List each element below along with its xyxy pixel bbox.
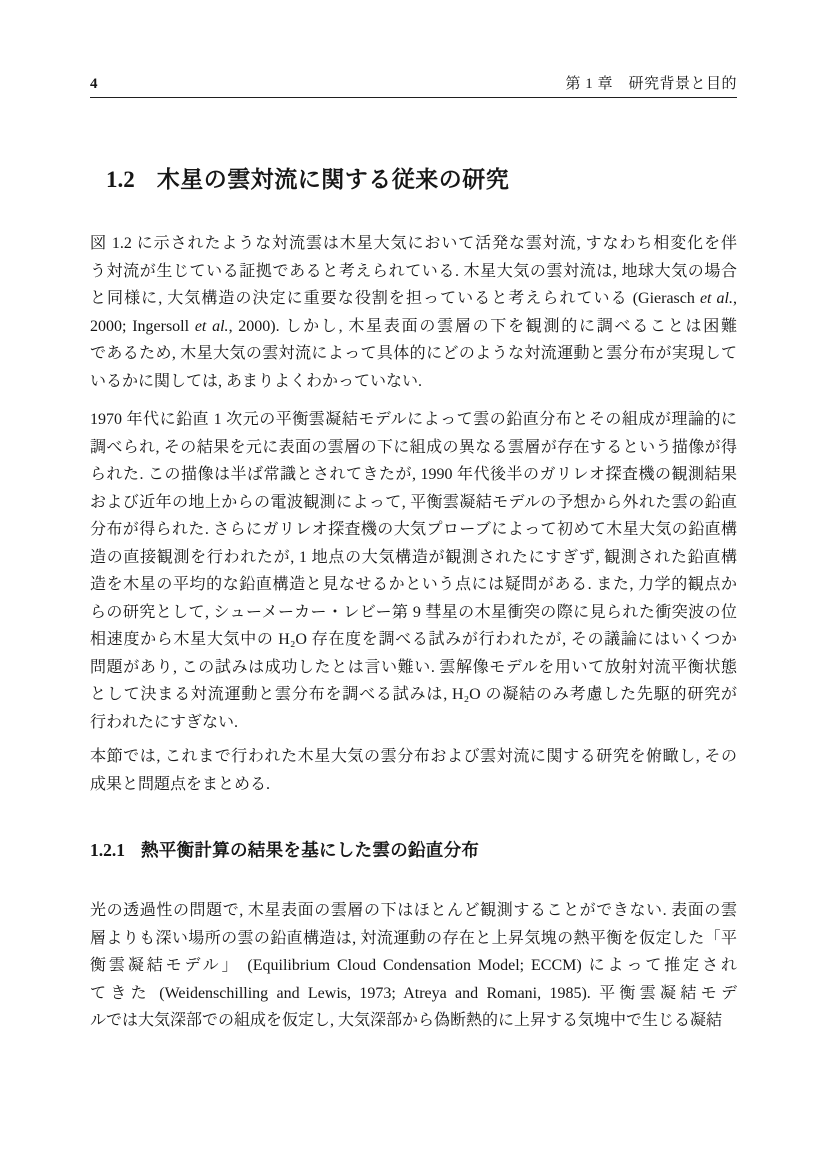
text-line: いるかに関しては, あまりよくわかっていない. <box>90 372 423 390</box>
page-header <box>90 76 737 98</box>
text-line: 行われたにすぎない. <box>90 713 239 731</box>
text-line: られた. この描像は半ば常識とされてきたが, 1990 年代後半のガリレオ探査機の観測結果 <box>90 466 737 483</box>
subsection-number: 1.2.1 <box>90 840 125 860</box>
section-heading <box>90 163 737 196</box>
section-number: 1.2 <box>106 167 135 192</box>
page-number: 4 <box>90 76 98 92</box>
text-line: であるため, 木星大気の雲対流によって具体的にどのような対流運動と雲分布が実現して <box>90 345 737 362</box>
text-line: 図 1.2 に示されたような対流雲は木星大気において活発な雲対流, すなわち相変化を伴 <box>90 235 737 252</box>
paragraph <box>90 230 737 395</box>
text-line: 光の透過性の問題で, 木星表面の雲層の下はほとんど観測することができない. 表面の雲 <box>90 902 737 919</box>
subsection-heading <box>90 838 737 862</box>
paragraph <box>90 897 737 1035</box>
running-header-title: 第 1 章 研究背景と目的 <box>565 76 737 92</box>
paragraph <box>90 743 737 798</box>
text-line: 問題があり, この試みは成功したとは言い難い. 雲解像モデルを用いて放射対流平衡状態 <box>90 658 737 676</box>
text-line: 調べられ, その結果を元に表面の雲層の下に組成の異なる雲層が存在するという描像が得 <box>90 438 737 456</box>
text-line: 1970 年代に鉛直 1 次元の平衡雲凝結モデルによって雲の鉛直分布とその組成が理論的に <box>90 411 737 428</box>
paragraph <box>90 406 737 736</box>
text-line: 分布が得られた. さらにガリレオ探査機の大気プローブによって初めて木星大気の鉛直構 <box>90 521 737 538</box>
subsection-title: 熱平衡計算の結果を基にした雲の鉛直分布 <box>141 840 480 860</box>
text-line: 造の直接観測を行われたが, 1 地点の大気構造が観測されたにすぎず, 観測された鉛直構 <box>90 548 737 566</box>
text-line: 相速度から木星大気中の H₂O 存在度を調べる試みが行われたが, その議論にはいくつか <box>90 631 737 648</box>
text-line: として決まる対流運動と雲分布を調べる試みは, H₂O の凝結のみ考慮した先駆的研究が <box>90 686 737 703</box>
text-line: と同様に, 大気構造の決定に重要な役割を担っていると考えられている (Gierasch et al., <box>90 290 737 307</box>
section-title: 木星の雲対流に関する従来の研究 <box>156 166 510 192</box>
text-line: 本節では, これまで行われた木星大気の雲分布および雲対流に関する研究を俯瞰し, その <box>90 748 737 765</box>
text-line: らの研究として, シューメーカー・レビー第 9 彗星の木星衝突の際に見られた衝突波の位 <box>90 603 737 621</box>
text-line: う対流が生じている証拠であると考えられている. 木星大気の雲対流は, 地球大気の場合 <box>90 262 737 280</box>
text-line: 成果と問題点をまとめる. <box>90 775 271 793</box>
text-line: 造を木星の平均的な鉛直構造と見なせるかという点には疑問がある. また, 力学的観点か <box>90 576 737 593</box>
text-line: てきた (Weidenschilling and Lewis, 1973; Atreya and Romani, 1985). 平衡雲凝結モデ <box>90 984 737 1002</box>
text-line: 衡雲凝結モデル」 (Equilibrium Cloud Condensation Model; ECCM) によって推定され <box>90 957 737 974</box>
text-line: 層よりも深い場所の雲の鉛直構造は, 対流運動の存在と上昇気塊の熱平衡を仮定した「平 <box>90 929 737 947</box>
text-line: ルでは大気深部での組成を仮定し, 大気深部から偽断熱的に上昇する気塊中で生じる凝結 <box>90 1012 723 1029</box>
text-line: 2000; Ingersoll et al., 2000). しかし, 木星表面の雲層の下を観測的に調べることは困難 <box>90 317 737 335</box>
text-line: および近年の地上からの電波観測によって, 平衡雲凝結モデルの予想から外れた雲の鉛直 <box>90 493 737 511</box>
